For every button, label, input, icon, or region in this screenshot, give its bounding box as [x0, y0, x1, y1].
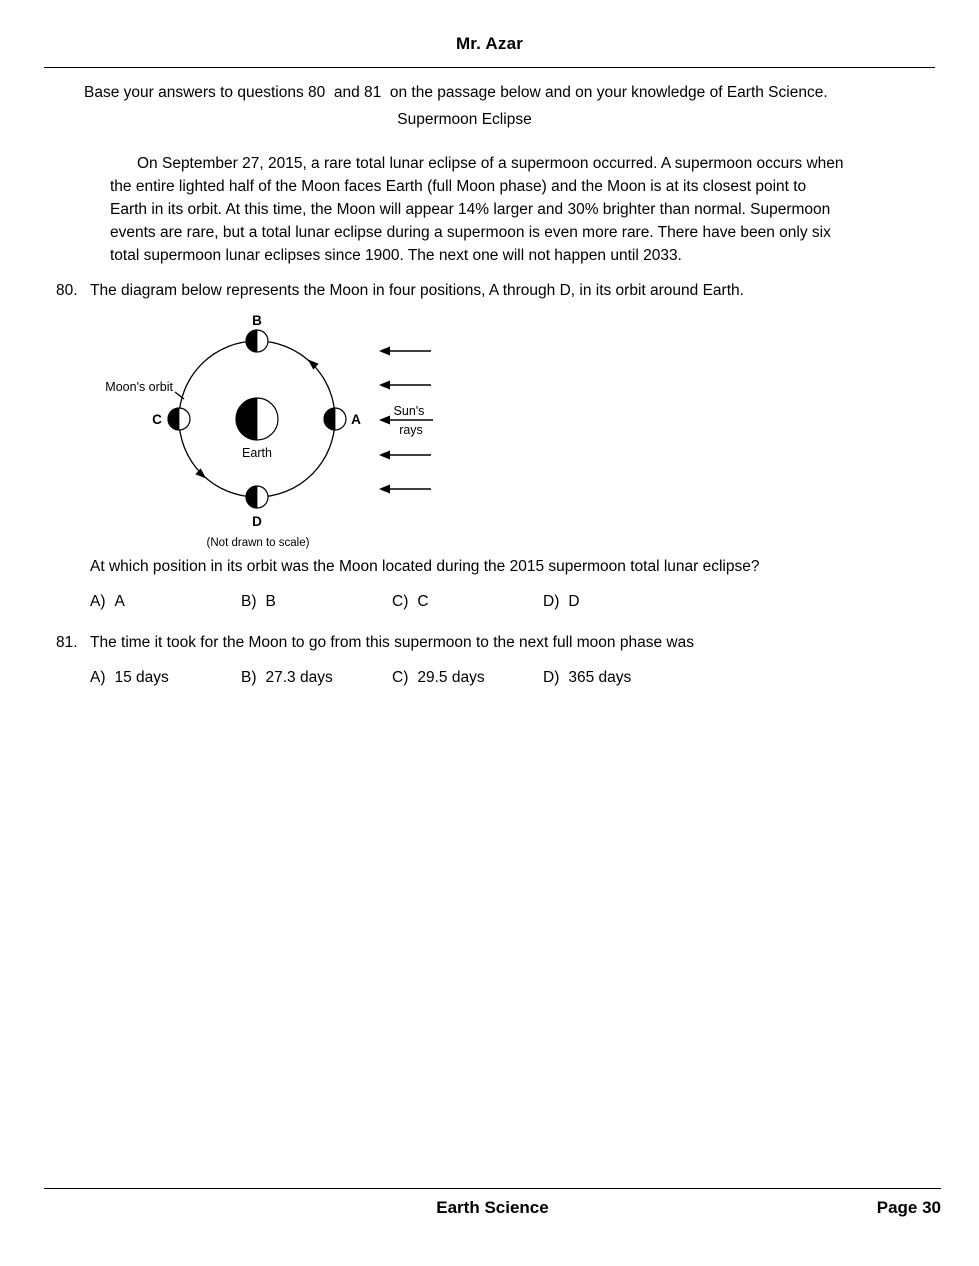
choice-text: D	[568, 593, 580, 610]
position-label-d: D	[252, 514, 262, 529]
moon-position-a-dark-side	[324, 408, 335, 430]
question-81-choice-d	[543, 666, 631, 689]
position-label-b: B	[252, 313, 262, 328]
choice-label: C)	[392, 669, 409, 686]
page-content	[0, 68, 979, 689]
sun-ray-arrowhead-4	[379, 451, 390, 460]
question-81-choice-a	[90, 666, 241, 689]
question-81	[56, 631, 939, 689]
question-81-body	[90, 631, 856, 689]
moon-orbit-diagram-svg	[86, 310, 466, 554]
question-80-choice-c	[392, 590, 543, 613]
position-label-a: A	[351, 412, 361, 427]
question-81-choice-b	[241, 666, 392, 689]
question-81-stem: The time it took for the Moon to go from this supermoon to the next full moon phase was	[90, 634, 694, 651]
sun-rays-label-line2: rays	[399, 423, 423, 437]
passage-title: Supermoon Eclipse	[397, 111, 532, 128]
position-label-c: C	[152, 412, 162, 427]
passage-body: On September 27, 2015, a rare total lunar eclipse of a supermoon occurred. A supermoon occurs when the entire lighted half of the Moon faces Earth (full Moon phase) and the Moon is at its closest point to Earth in its orbit. At this time, the Moon will appear 14% larger and 30% brighter than normal. Supermoon events are rare, but a total lunar eclipse during a supermoon is even more rare. There have been only six total supermoon lunar eclipses since 1900. The next one will not happen until 2033.	[110, 155, 844, 264]
footer-page-number: Page 30	[876, 1198, 941, 1217]
sun-rays-label-line1: Sun's	[393, 404, 425, 418]
orbit-direction-arrow-top-right	[305, 356, 319, 369]
question-81-choice-c	[392, 666, 543, 689]
choice-text: 27.3 days	[265, 669, 333, 686]
moon-orbit-label: Moon's orbit	[105, 380, 173, 394]
page-title: Mr. Azar	[455, 34, 524, 53]
question-80-choices	[90, 590, 856, 613]
earth-label: Earth	[242, 446, 272, 460]
footer-divider	[44, 1188, 941, 1189]
choice-label: B)	[241, 593, 257, 610]
question-80-body	[90, 279, 856, 613]
choice-label: D)	[543, 669, 560, 686]
orbit-direction-arrow-bottom-left	[195, 468, 209, 481]
choice-label: C)	[392, 593, 409, 610]
question-80-choice-b	[241, 590, 392, 613]
choice-text: C	[417, 593, 429, 610]
question-80-choice-a	[90, 590, 241, 613]
choice-text: 365 days	[568, 669, 632, 686]
moon-position-d-dark-side	[246, 486, 257, 508]
intro-text: Base your answers to questions 80 and 81 on the passage below and on your knowledge of Earth Science.	[84, 84, 828, 101]
question-81-number: 81.	[56, 634, 78, 651]
sun-ray-arrowhead-1	[379, 347, 390, 356]
question-80-number: 80.	[56, 282, 78, 299]
moon-position-c-dark-side	[168, 408, 179, 430]
choice-label: D)	[543, 593, 560, 610]
sun-ray-arrowhead-2	[379, 381, 390, 390]
earth-night-side	[236, 398, 257, 440]
page-footer	[44, 1188, 941, 1222]
question-80-choice-d	[543, 590, 580, 613]
choice-label: A)	[90, 669, 106, 686]
choice-text: B	[265, 593, 276, 610]
sun-ray-arrowhead-3	[379, 416, 390, 425]
moon-orbit-diagram	[86, 310, 856, 554]
choice-text: 29.5 days	[417, 669, 485, 686]
question-80	[56, 279, 939, 613]
choice-label: A)	[90, 593, 106, 610]
question-80-text: At which position in its orbit was the Moon located during the 2015 supermoon total lunar eclipse?	[90, 558, 760, 575]
question-80-stem: The diagram below represents the Moon in four positions, A through D, in its orbit around Earth.	[90, 282, 744, 299]
moon-position-b-dark-side	[246, 330, 257, 352]
diagram-caption: (Not drawn to scale)	[206, 537, 310, 549]
choice-label: B)	[241, 669, 257, 686]
choice-text: 15 days	[114, 669, 169, 686]
footer-subject: Earth Science	[436, 1198, 549, 1217]
sun-ray-arrowhead-5	[379, 485, 390, 494]
choice-text: A	[114, 593, 125, 610]
question-81-choices	[90, 666, 856, 689]
footer-row	[44, 1198, 941, 1222]
